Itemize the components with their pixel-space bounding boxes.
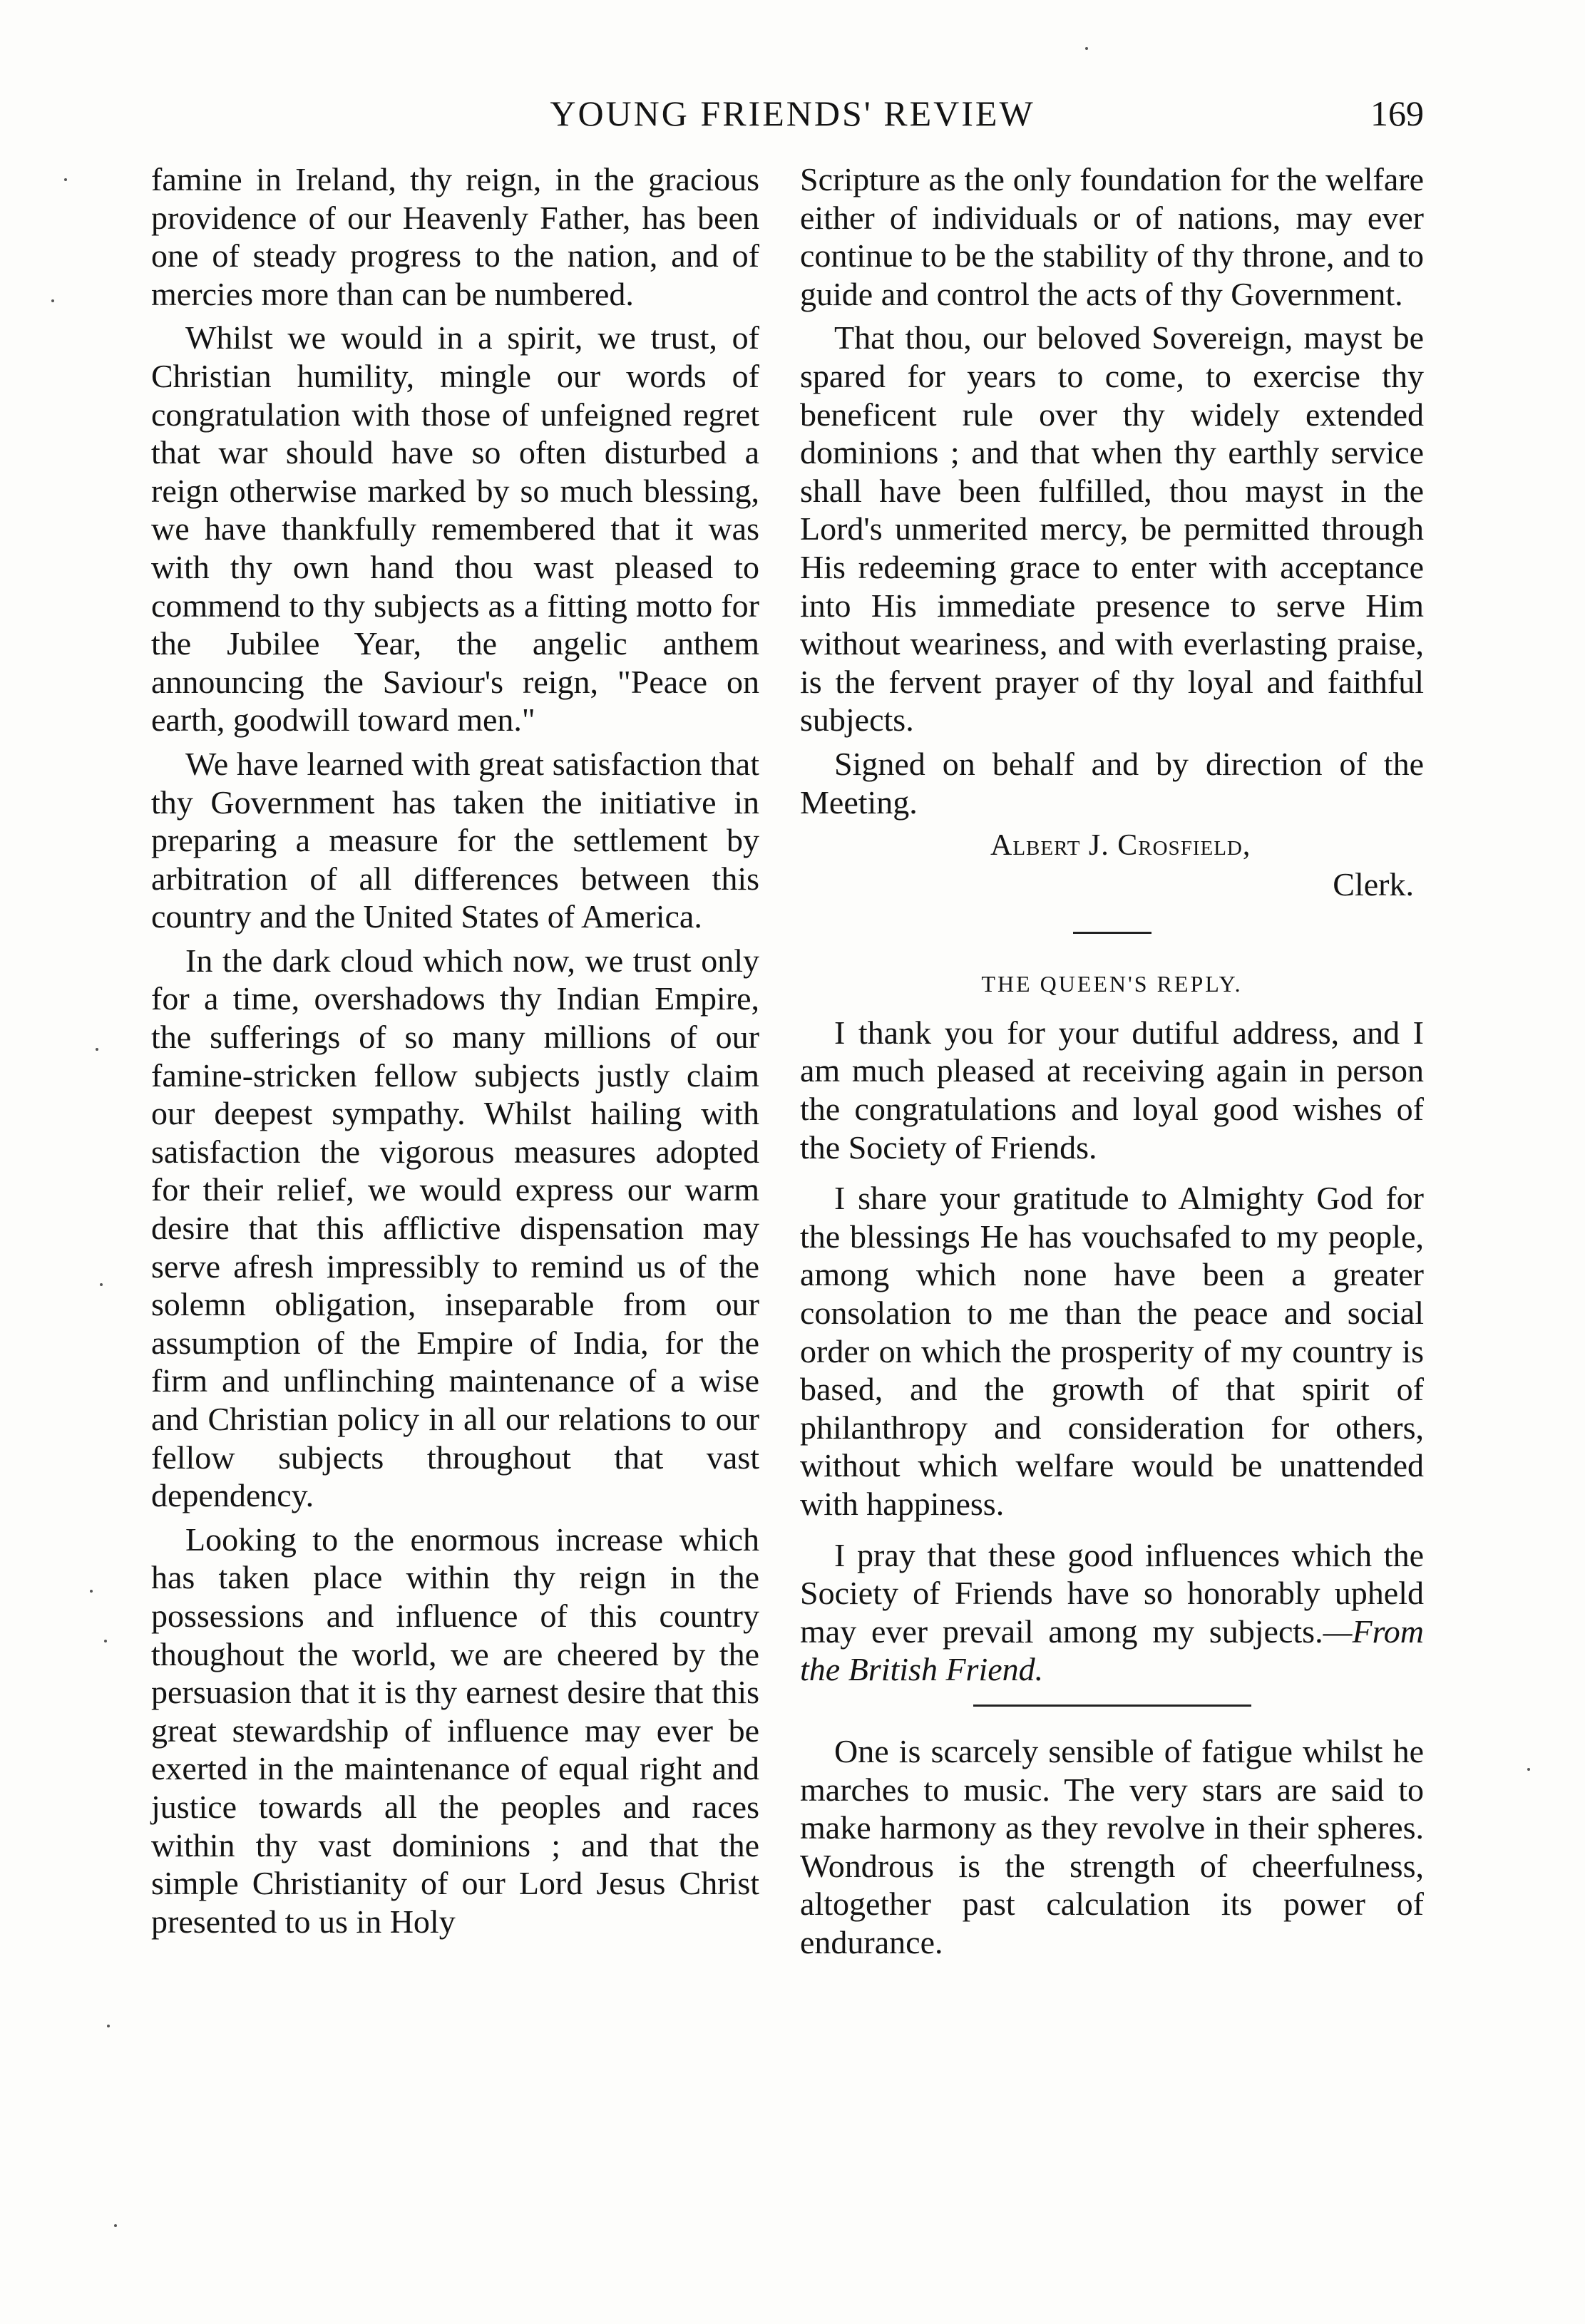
speck (51, 299, 54, 302)
paragraph: I share your gratitude to Almighty God for the blessings He has vouchsafed to my people, among which none have been a greater consolation to me than the peace and social order on which the prosperity of my country is based, and the growth of that spirit of philanthropy and consideration for others, without which welfare would be unattended with happiness. (800, 1180, 1424, 1522)
paragraph: I thank you for your dutiful address, and I am much pleased at receiving again in person the congratulations and loyal good wishes of the Society of Friends. (800, 1014, 1424, 1166)
speck (1085, 47, 1088, 50)
section-divider (973, 1705, 1251, 1707)
paragraph-text: I pray that these good influences which the Society of Friends have so honorably upheld may ever prevail among my subjects. (800, 1536, 1424, 1650)
speck (104, 1640, 107, 1642)
paragraph: famine in Ireland, thy reign, in the gracious providence of our Heavenly Father, has been one of steady progress to the nation, and of mercies more than can be numbered. (151, 161, 759, 312)
signature: Albert J. Crosfield, (990, 829, 1251, 863)
speck (107, 2025, 110, 2027)
speck (96, 1048, 98, 1051)
speck (64, 178, 67, 181)
right-column (800, 160, 1424, 1968)
section-heading: THE QUEEN'S REPLY. (981, 971, 1243, 997)
paragraph: Whilst we would in a spirit, we trust, of Christian humility, mingle our words of congratulation with those of unfeigned regret that war should have so often disturbed a reign otherwise marked by so much blessing, we have thankfully remembered that it was with thy own hand thou wast pleased to commend to thy subjects as a fitting motto for the Jubilee Year, the angelic anthem announcing the Saviour's reign, "Peace on earth, goodwill toward men." (151, 319, 759, 739)
left-column (151, 160, 759, 1946)
speck (100, 1283, 103, 1286)
page-header (0, 87, 1585, 144)
paragraph: In the dark cloud which now, we trust only for a time, overshadows thy Indian Empire, the sufferings of so many millions of our famine-stricken fellow subjects justly claim our deepest sympathy. Whilst hailing with satisfaction the vigorous measures adopted for their relief, we would express our warm desire that this afflictive dispensation may serve afresh impressibly to remind us of the solemn obligation, inseparable from our assumption of the Empire of India, for the firm and unflinching maintenance of a wise and Christian policy in all our relations to our fellow subjects throughout that vast dependency. (151, 942, 759, 1514)
running-title: YOUNG FRIENDS' REVIEW (550, 93, 1035, 133)
speck (1527, 1768, 1530, 1771)
paragraph: Signed on behalf and by direction of the Meeting. (800, 745, 1424, 821)
closing-paragraph: One is scarcely sensible of fatigue whilst he marches to music. The very stars are said to make harmony as they revolve in their spheres. Wondrous is the strength of cheerfulness, altogether past calculation its power of endurance. (800, 1732, 1424, 1960)
speck (90, 1590, 93, 1593)
source-credit: —From the British Friend. (800, 1613, 1424, 1688)
page-number: 169 (1370, 93, 1424, 133)
signature-title: Clerk. (1333, 865, 1414, 903)
speck (114, 2224, 117, 2227)
paragraph: That thou, our beloved Sovereign, mayst be spared for years to come, to exercise thy beneficent rule over thy widely extended dominions ; and that when thy earthly service shall have been fulfilled, thou mayst in the Lord's unmerited mercy, be permitted through His redeeming grace to enter with acceptance into His immediate presence to serve Him without weariness, and with everlasting praise, is the fervent prayer of thy loyal and faithful subjects. (800, 319, 1424, 739)
queens-reply (800, 965, 1424, 1689)
paragraph: Scripture as the only foundation for the welfare either of individuals or of nations, may ever continue to be the stability of thy throne, and to guide and control the acts of thy Government. (800, 161, 1424, 312)
paragraph: We have learned with great satisfaction that thy Government has taken the initiative in preparing a measure for the settlement by arbitration of all differences between this country and the United States of America. (151, 745, 759, 935)
section-divider (1073, 932, 1151, 934)
paragraph (800, 1536, 1424, 1689)
paragraph: Looking to the enormous increase which has taken place within thy reign in the possessions and influence of this country thoughout the world, we are cheered by the persuasion that it is thy earnest desire that this great stewardship of influence may ever be exerted in the maintenance of equal right and justice towards all the peoples and races within thy vast dominions ; and that the simple Christianity of our Lord Jesus Christ presented to us in Holy (151, 1521, 759, 1940)
